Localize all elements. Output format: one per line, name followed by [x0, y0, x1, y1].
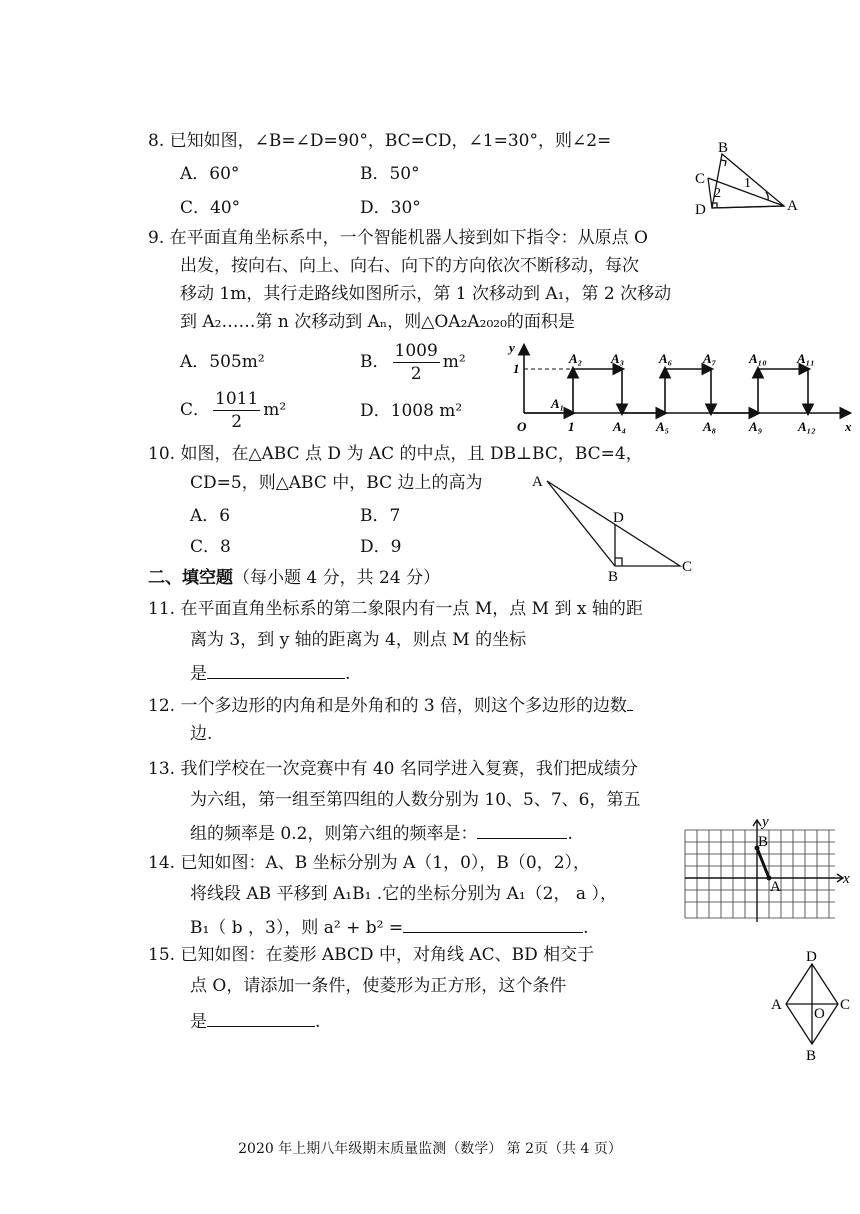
q15-fig-label-c: C: [840, 997, 851, 1013]
q9-fig-origin: O: [517, 419, 527, 434]
q11-line-1: 11. 在平面直角坐标系的第二象限内有一点 M，点 M 到 x 轴的距: [148, 599, 643, 619]
q9-fig-a1: A₁: [551, 396, 565, 411]
q9-fig-axis-x: x: [845, 419, 852, 434]
q9-option-b: [360, 338, 466, 386]
q15-line-1: 15. 已知如图：在菱形 ABCD 中，对角线 AC、BD 相交于: [148, 945, 595, 965]
q10-fig-label-b: B: [608, 569, 619, 585]
q9-figure: [505, 340, 855, 435]
q10-option-c: C．8: [190, 537, 231, 557]
q15-period: .: [315, 1012, 321, 1032]
q9-option-b-letter: B．: [360, 352, 390, 372]
q14-line-3: [190, 914, 588, 939]
q13-line-1: 13. 我们学校在一次竞赛中有 40 名同学进入复赛，我们把成绩分: [148, 759, 638, 779]
q9-option-c-numerator: 1011: [215, 389, 259, 409]
q8-fig-label-a: A: [787, 198, 798, 214]
q10-fig-label-d: D: [613, 510, 624, 526]
q14-fig-axis-x: x: [843, 871, 850, 887]
q9-fig-a12: A₁₂: [798, 419, 816, 434]
q9-fig-a2: A₂: [569, 351, 583, 366]
q9-option-a: A．505m²: [180, 352, 265, 372]
q12-answer-blank[interactable]: [627, 692, 633, 711]
q10-line-1: 10. 如图，在△ABC 点 D 为 AC 的中点，且 DB⊥BC，BC=4，: [148, 444, 643, 464]
q9-fig-a8: A₈: [703, 419, 717, 434]
q8-stem: 8. 已知如图，∠B=∠D=90°，BC=CD，∠1=30°，则∠2=: [148, 131, 612, 151]
q9-line-4: 到 A₂……第 n 次移动到 Aₙ，则△OA₂A₂₀₂₀的面积是: [180, 312, 575, 332]
q9-fig-a5: A₅: [656, 419, 670, 434]
q11-answer-blank[interactable]: [207, 660, 345, 679]
q9-fig-a4: A₄: [613, 419, 627, 434]
q11-line-2: 离为 3，到 y 轴的距离为 4，则点 M 的坐标: [190, 630, 527, 650]
q9-option-c: [180, 386, 286, 434]
q9-fig-a7: A₇: [703, 351, 717, 366]
q9-option-c-unit: m²: [263, 400, 287, 420]
q8-option-a: A．60°: [180, 164, 240, 184]
q10-fig-label-c: C: [682, 559, 693, 575]
q14-line-2: 将线段 AB 平移到 A₁B₁ .它的坐标分别为 A₁（2， a ），: [190, 884, 617, 904]
q10-option-d: D．9: [360, 537, 402, 557]
q9-fig-a9: A₉: [749, 419, 763, 434]
q10-figure: [525, 468, 705, 583]
q8-figure: [690, 140, 810, 220]
q12-line-2: 边.: [190, 724, 213, 744]
section-2-heading: [148, 567, 440, 589]
q9-option-d: D．1008 m²: [360, 401, 463, 421]
q11-line-3-text: 是: [190, 664, 207, 684]
q9-option-c-letter: C．: [180, 400, 211, 420]
q15-line-2: 点 O，请添加一条件，使菱形为正方形，这个条件: [190, 976, 567, 996]
q11-period: .: [345, 664, 351, 684]
q9-option-b-denominator: 2: [410, 364, 422, 384]
q9-fig-a3: A₃: [611, 351, 625, 366]
q8-fig-label-b: B: [718, 140, 729, 156]
q8-option-d: D．30°: [360, 198, 421, 218]
q15-fig-label-d: D: [806, 949, 817, 965]
q15-fig-label-b: B: [806, 1048, 817, 1064]
section-2-title: 二、填空题: [148, 568, 233, 588]
q8-option-b: B．50°: [360, 164, 420, 184]
q13-answer-blank[interactable]: [477, 820, 567, 839]
q14-period: .: [583, 918, 589, 938]
q9-fig-a10: A₁₀: [749, 351, 767, 366]
section-2-note: （每小题 4 分，共 24 分）: [233, 568, 441, 588]
q15-line-3: [190, 1008, 320, 1033]
q8-fig-angle-2: 2: [714, 186, 721, 201]
q14-answer-blank[interactable]: [403, 914, 583, 933]
q9-option-b-unit: m²: [442, 352, 466, 372]
q9-line-2: 出发，按向右、向上、向右、向下的方向依次不断移动，每次: [180, 256, 639, 276]
q13-line-2: 为六组，第一组至第四组的人数分别为 10、5、7、6，第五: [190, 790, 641, 810]
q9-line-3: 移动 1m，其行走路线如图所示，第 1 次移动到 A₁，第 2 次移动: [180, 284, 672, 304]
q9-fig-axis-y: y: [509, 340, 515, 355]
q9-option-c-denominator: 2: [231, 412, 243, 432]
q14-fig-axis-y: y: [762, 814, 769, 830]
q9-fig-one-x: 1: [568, 419, 575, 434]
q9-fig-a6: A₆: [659, 351, 673, 366]
q14-line-1: 14. 已知如图：A、B 坐标分别为 A（1，0），B（0，2），: [148, 853, 591, 873]
q10-option-b: B．7: [360, 506, 401, 526]
q14-fig-label-b: B: [758, 834, 769, 850]
q8-option-c: C．40°: [180, 198, 241, 218]
q15-line-3-text: 是: [190, 1012, 207, 1032]
q8-fig-angle-1: 1: [744, 176, 751, 191]
q13-line-3: [190, 820, 573, 845]
q10-option-a: A．6: [190, 506, 231, 526]
q9-option-c-fraction: [213, 388, 260, 433]
q9-line-1: 9. 在平面直角坐标系中，一个智能机器人接到如下指令：从原点 O: [148, 228, 648, 248]
q9-fig-one-y: 1: [513, 361, 520, 376]
q8-fig-label-c: C: [695, 171, 706, 187]
q14-line-3-text: B₁（ b ，3），则 a² + b² =: [190, 918, 404, 938]
q11-line-3: [190, 660, 350, 685]
q14-fig-label-a: A: [770, 879, 781, 895]
q9-option-b-numerator: 1009: [394, 341, 438, 361]
q12-line-1: [148, 692, 633, 717]
q13-period: .: [567, 824, 573, 844]
q15-fig-label-o: O: [814, 1006, 825, 1022]
q8-fig-label-d: D: [695, 202, 706, 218]
page-footer: 2020 年上期八年级期末质量监测（数学） 第 2页（共 4 页）: [238, 1141, 622, 1157]
q10-fig-label-a: A: [532, 474, 543, 490]
q15-answer-blank[interactable]: [207, 1008, 315, 1027]
q12-line-1-text: 12. 一个多边形的内角和是外角和的 3 倍，则这个多边形的边数: [148, 696, 628, 716]
q13-line-3-text: 组的频率是 0.2，则第六组的频率是：: [190, 824, 478, 844]
q14-figure: [683, 816, 853, 924]
q15-fig-label-a: A: [771, 997, 782, 1013]
q9-option-b-fraction: [393, 340, 440, 385]
q15-figure: [768, 946, 858, 1064]
q9-fig-a11: A₁₁: [797, 351, 815, 366]
q10-line-2: CD=5，则△ABC 中，BC 边上的高为: [190, 473, 483, 493]
